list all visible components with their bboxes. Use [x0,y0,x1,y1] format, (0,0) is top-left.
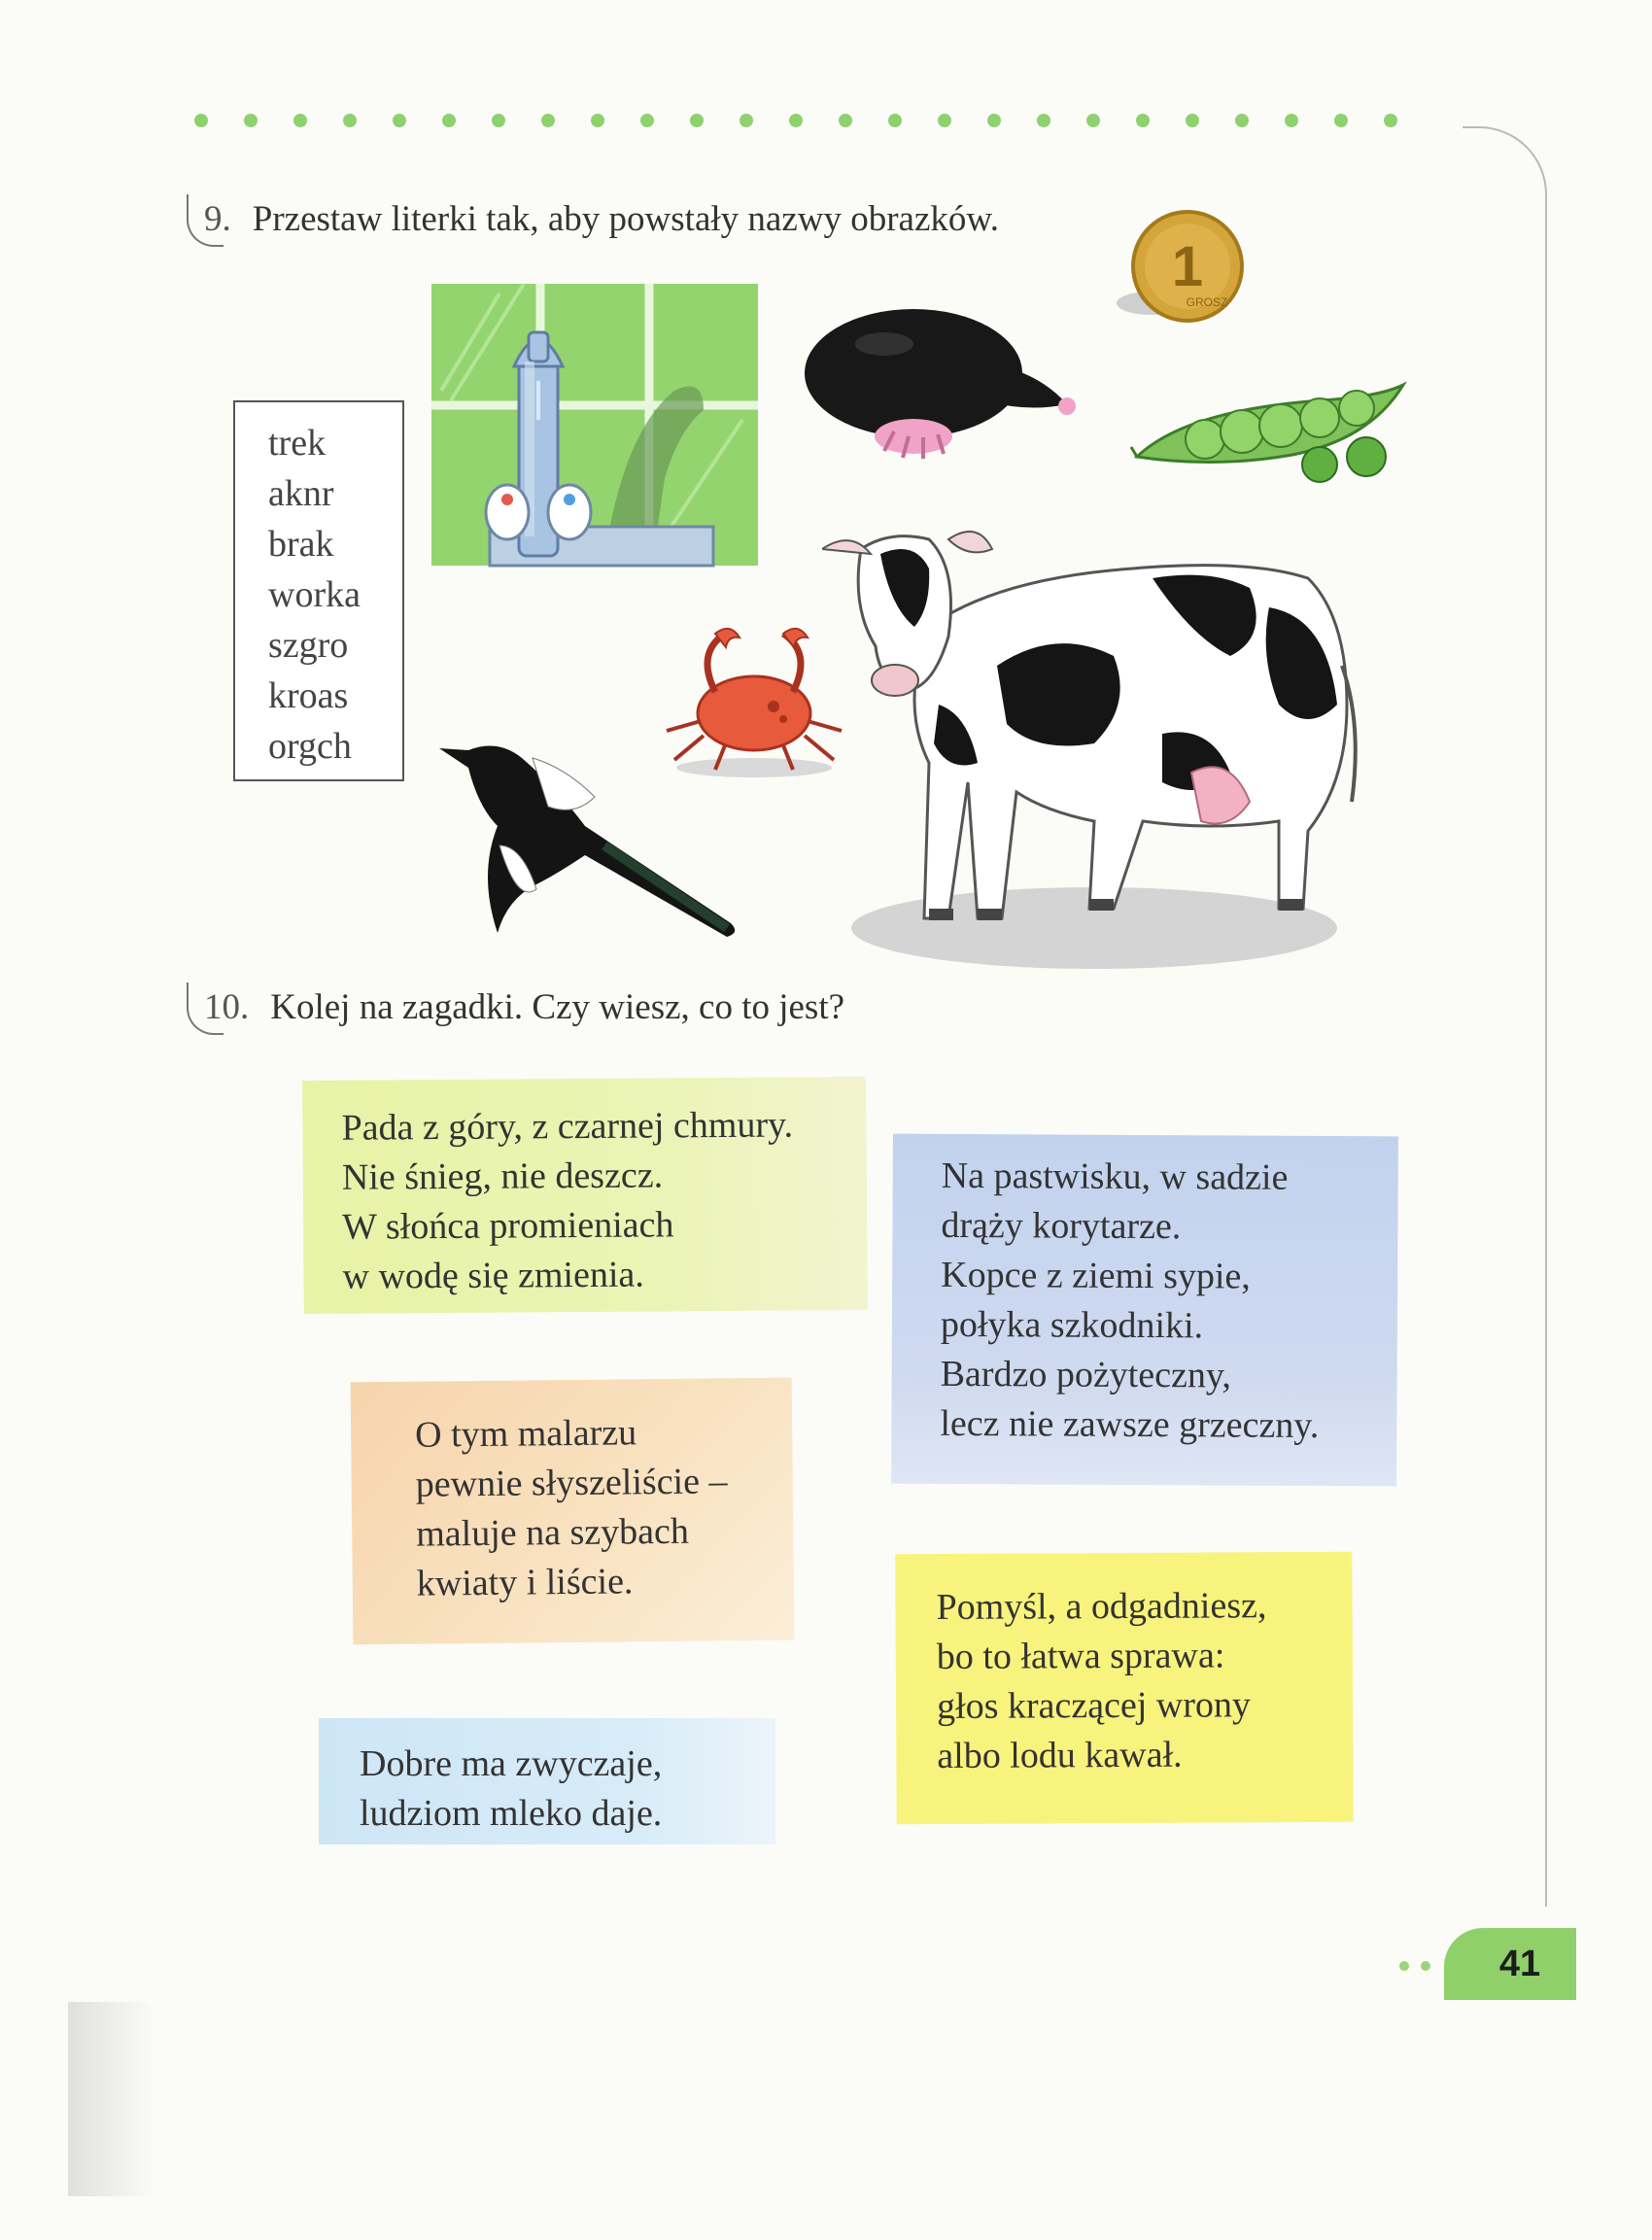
riddle-line: głos kraczącej wrony [936,1684,1252,1728]
scrambled-word: aknr [268,473,334,514]
divider-dot [1037,114,1050,127]
scrambled-words-box [233,400,404,781]
divider-dot [343,114,357,127]
divider-dot [1086,114,1100,127]
divider-dot [1186,114,1199,127]
scrambled-word: trek [268,423,327,464]
divider-dot [442,114,456,127]
page-frame [1463,126,1547,1907]
divider-dot [194,114,208,127]
divider-dot [789,114,803,127]
page-dot [1421,1961,1430,1971]
riddle-line: pewnie słyszeliście – [415,1461,728,1505]
riddle-card-hail [302,1077,868,1314]
divider-dot [293,114,307,127]
riddle-line: lecz nie zawsze grzeczny. [940,1402,1320,1446]
coin-illustration [1108,210,1254,327]
scrambled-word: szgro [268,625,349,666]
scrambled-word: brak [268,524,334,565]
riddle-line: maluje na szybach [416,1510,690,1555]
divider-dot [1235,114,1249,127]
divider-dot [244,114,258,127]
riddle-card-mole [891,1134,1398,1487]
divider-dot [839,114,852,127]
divider-dot [1285,114,1298,127]
riddle-card-crow [895,1552,1353,1824]
divider-dot [393,114,406,127]
divider-dot [541,114,555,127]
riddle-line: ludziom mleko daje. [360,1793,663,1834]
faucet-illustration [431,284,758,575]
dotted-divider [194,114,1399,131]
page-dot [1399,1961,1409,1971]
riddle-line: albo lodu kawał. [937,1734,1183,1777]
divider-dot [1384,114,1397,127]
riddle-line: Kopce z ziemi sypie, [941,1254,1251,1297]
exercise-number-bracket [187,194,224,247]
riddle-line: Pomyśl, a odgadniesz, [936,1585,1267,1629]
divider-dot [640,114,654,127]
riddle-line: Na pastwisku, w sadzie [941,1154,1289,1198]
divider-dot [1334,114,1348,127]
divider-dot [591,114,604,127]
riddle-line: w wodę się zmienia. [342,1254,644,1297]
riddle-line: Dobre ma zwyczaje, [360,1743,663,1784]
riddle-line: kwiaty i liście. [416,1561,634,1604]
coin-label: GROSZ [1186,295,1228,309]
riddle-line: bo to łatwa sprawa: [936,1635,1225,1678]
divider-dot [492,114,505,127]
divider-dot [987,114,1001,127]
riddle-card-frost [351,1378,795,1645]
scrambled-word: kroas [268,675,349,716]
divider-dot [690,114,704,127]
riddle-line: Bardzo pożyteczny, [940,1353,1232,1396]
divider-dot [740,114,753,127]
riddle-line: O tym malarzu [414,1412,637,1456]
exercise-9-heading [204,198,999,240]
scrambled-word: worka [268,574,361,615]
exercise-9-instruction: Przestaw literki tak, aby powstały nazwy obrazków. [252,199,999,239]
exercise-10-number: 10. [204,987,250,1027]
peas-illustration [1127,371,1409,488]
scrambled-word: orgch [268,726,352,767]
scan-shadow [68,2002,155,2196]
cow-illustration [822,510,1366,972]
divider-dot [938,114,951,127]
riddle-line: W słońca promieniach [342,1204,674,1248]
riddle-line: Pada z góry, z czarnej chmury. [341,1104,794,1149]
exercise-number-bracket [187,982,224,1035]
riddle-line: połyka szkodniki. [940,1303,1204,1347]
coin-value: 1 [1171,235,1204,298]
exercise-9-number: 9. [204,199,231,239]
exercise-10-heading [204,986,844,1028]
magpie-illustration [439,729,750,952]
mole-illustration [797,295,1079,461]
exercise-10-instruction: Kolej na zagadki. Czy wiesz, co to jest? [270,987,845,1027]
riddle-card-cow [319,1718,775,1844]
riddle-line: drąży korytarze. [941,1204,1182,1248]
divider-dot [1136,114,1150,127]
page-number: 41 [1444,1928,1576,2000]
divider-dot [888,114,902,127]
riddle-line: Nie śnieg, nie deszcz. [341,1154,664,1198]
